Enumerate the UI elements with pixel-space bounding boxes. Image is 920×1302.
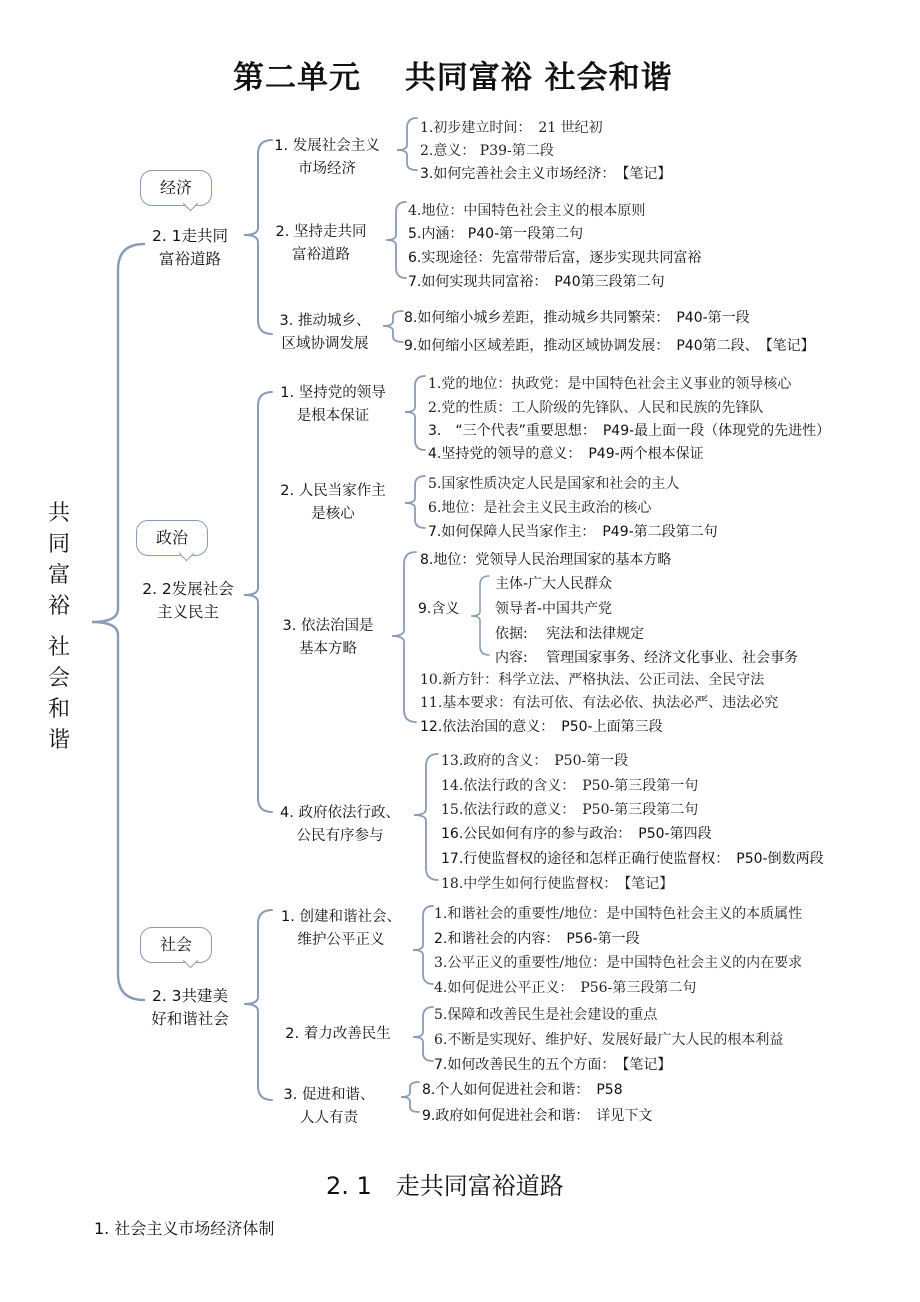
detail-item: 6.实现途径：先富带带后富，逐步实现共同富裕	[408, 250, 702, 266]
topic-government-law: 4. 政府依法行政、 公民有序参与	[280, 805, 400, 844]
detail-item: 6.地位：是社会主义民主政治的核心	[428, 500, 652, 516]
root-node-text: 共 同 富 裕 社 会 和 谐	[47, 501, 70, 753]
brace-connector	[413, 906, 433, 984]
branch-2-3: 2. 3共建美 好和谐社会	[151, 987, 229, 1028]
topic-promote-harmony: 3. 促进和谐、 人人有责	[283, 1087, 375, 1126]
brace-connector	[471, 576, 489, 655]
brace-connector	[397, 118, 417, 170]
brace-connector	[401, 1082, 419, 1112]
topic-urban-rural: 3. 推动城乡、 区域协调发展	[279, 313, 371, 352]
topic-people-masters: 2. 人民当家作主 是核心	[280, 483, 386, 522]
detail-item: 4.如何促进公平正义： P56-第三段第二句	[434, 980, 697, 996]
section-heading: 2. 1 走共同富裕道路	[326, 1172, 564, 1200]
detail-item: 14.依法行政的含义： P50-第三段第一句	[441, 778, 699, 794]
politics-speech-bubble	[136, 520, 208, 556]
economy-label: 经济	[159, 178, 192, 197]
detail-item: 1.初步建立时间： 21 世纪初	[420, 120, 603, 136]
detail-item: 3. “三个代表”重要思想： P49-最上面一段（体现党的先进性）	[428, 423, 831, 439]
detail-item: 3.如何完善社会主义市场经济： 【笔记】	[420, 166, 672, 182]
detail-item: 9.如何缩小区域差距，推动区域协调发展： P40第二段、 【笔记】	[404, 338, 815, 354]
detail-item: 7.如何实现共同富裕： P40第三段第二句	[408, 274, 665, 290]
detail-subitem: 内容: 管理国家事务、经济文化事业、社会事务	[495, 650, 799, 666]
topic-livelihood: 2. 着力改善民生	[285, 1026, 391, 1042]
detail-item: 2.党的性质：工人阶级的先锋队、人民和民族的先锋队	[428, 400, 764, 416]
detail-item: 4.地位：中国特色社会主义的根本原则	[408, 203, 646, 219]
detail-item: 15.依法行政的意义： P50-第三段第二句	[441, 802, 699, 818]
detail-item: 1.和谐社会的重要性/地位：是中国特色社会主义的本质属性	[434, 906, 803, 922]
detail-item: 8.如何缩小城乡差距，推动城乡共同繁荣： P40-第一段	[404, 310, 750, 326]
brace-connector	[386, 202, 406, 278]
economy-speech-bubble	[140, 170, 212, 206]
detail-item-label: 9.含义	[418, 601, 460, 617]
detail-item: 2.和谐社会的内容： P56-第一段	[434, 931, 640, 947]
detail-item: 13.政府的含义： P50-第一段	[441, 753, 629, 769]
brace-connector	[405, 376, 425, 450]
topic-rule-of-law: 3. 依法治国是 基本方略	[282, 618, 374, 657]
detail-item: 11.基本要求：有法可依、有法必依、执法必严、违法必究	[420, 695, 779, 711]
detail-item: 3.公平正义的重要性/地位：是中国特色社会主义的内在要求	[434, 955, 803, 971]
detail-item: 16.公民如何有序的参与政治： P50-第四段	[441, 826, 712, 842]
detail-item: 10.新方针：科学立法、严格执法、公正司法、全民守法	[420, 672, 765, 688]
detail-item: 2.意义： P39-第二段	[420, 143, 554, 159]
detail-item: 7.如何改善民生的五个方面： 【笔记】	[434, 1057, 672, 1073]
brace-connector	[392, 552, 416, 722]
topic-harmonious-society: 1. 创建和谐社会、 维护公平正义	[281, 909, 401, 948]
detail-item: 17.行使监督权的途径和怎样正确行使监督权： P50-倒数两段	[441, 851, 824, 867]
branch-2-1: 2. 1走共同 富裕道路	[151, 227, 229, 268]
detail-item: 5.国家性质决定人民是国家和社会的主人	[428, 476, 680, 492]
society-label: 社会	[159, 935, 192, 954]
detail-subitem: 主体-广大人民群众	[495, 576, 613, 592]
sub-heading: 1. 社会主义市场经济体制	[94, 1219, 275, 1238]
politics-label: 政治	[155, 528, 188, 547]
detail-item: 5.内涵： P40-第一段第二句	[408, 226, 584, 242]
topic-common-prosperity: 2. 坚持走共同 富裕道路	[275, 224, 367, 263]
topic-market-economy: 1. 发展社会主义 市场经济	[274, 138, 380, 177]
detail-item: 6.不断是实现好、维护好、发展好最广大人民的根本利益	[434, 1032, 784, 1048]
topic-party-leadership: 1. 坚持党的领导 是根本保证	[280, 385, 386, 424]
detail-item: 8.地位：党领导人民治理国家的基本方略	[420, 552, 672, 568]
detail-subitem: 领导者-中国共产党	[495, 601, 613, 617]
brace-connector	[413, 1007, 433, 1061]
brace-connector	[405, 476, 425, 528]
branch-2-2: 2. 2发展社会 主义民主	[142, 580, 234, 621]
detail-item: 1.党的地位：执政党：是中国特色社会主义事业的领导核心	[428, 376, 792, 392]
detail-item: 9.政府如何促进社会和谐： 详见下文	[422, 1108, 653, 1124]
detail-item: 12.依法治国的意义： P50-上面第三段	[420, 719, 663, 735]
detail-item: 5.保障和改善民生是社会建设的重点	[434, 1007, 658, 1023]
detail-item: 4.坚持党的领导的意义： P49-两个根本保证	[428, 446, 704, 462]
society-speech-bubble	[140, 927, 212, 963]
detail-item: 18.中学生如何行使监督权： 【笔记】	[441, 876, 674, 892]
page-title: 第二单元 共同富裕 社会和谐	[233, 60, 673, 96]
detail-item: 8.个人如何促进社会和谐： P58	[422, 1082, 623, 1098]
detail-item: 7.如何保障人民当家作主： P49-第二段第二句	[428, 524, 718, 540]
brace-connector	[414, 754, 438, 880]
detail-subitem: 依据: 宪法和法律规定	[495, 626, 645, 642]
brace-connector	[244, 392, 272, 812]
